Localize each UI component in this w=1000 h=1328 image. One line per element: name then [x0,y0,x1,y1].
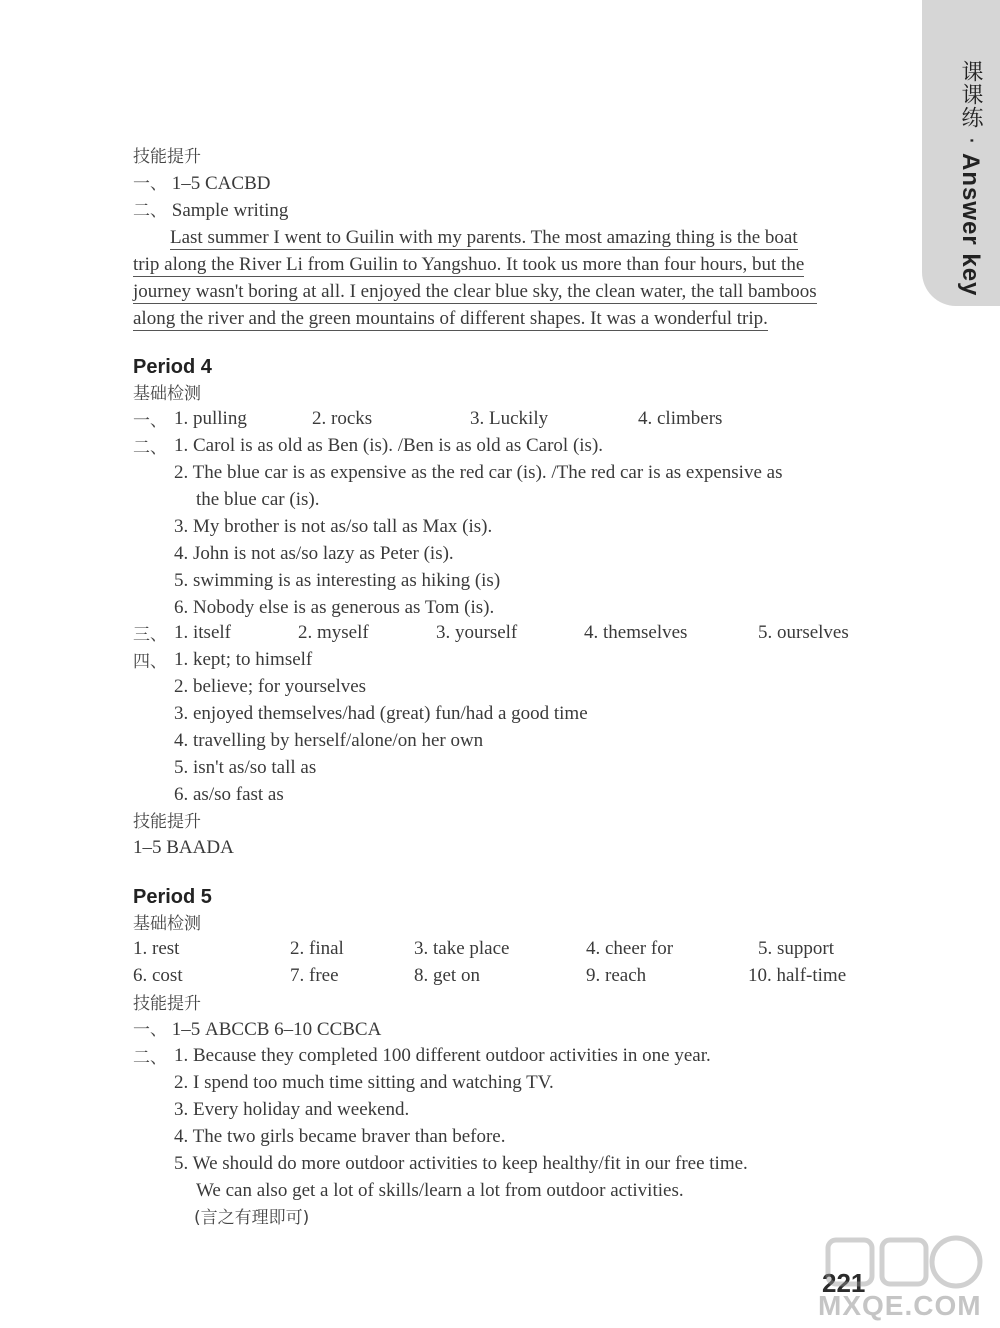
answer-item: 5. isn't as/so tall as [174,757,317,778]
answer-item: 2. myself [298,622,369,643]
side-tab [922,0,1000,306]
answer-item: 2. I spend too much time sitting and watching TV. [174,1072,554,1093]
basic-heading: 基础检测 [133,914,201,934]
watermark-text: MXQE.COM [818,1290,982,1321]
answer-item: 2. rocks [312,408,373,429]
part-mark: 四、 [133,652,167,672]
answer-item: 1. itself [174,622,231,643]
period-5-title: Period 5 [133,886,212,908]
answer-item: 2. final [290,938,344,959]
answer-item: 3. enjoyed themselves/had (great) fun/had a good time [174,703,588,724]
answer-item: 4. The two girls became braver than before. [174,1126,506,1147]
answer-item: 3. Every holiday and weekend. [174,1099,410,1120]
answer-item: 8. get on [414,965,480,986]
answer-line: 二、 Sample writing [133,200,289,221]
answer-item: 1. Because they completed 100 different outdoor activities in one year. [174,1045,711,1066]
writing-line: trip along the River Li from Guilin to Yangshuo. It took us more than four hours, but the [133,254,805,275]
page-number: 221 [822,1268,866,1298]
answer-item: 6. Nobody else is as generous as Tom (is). [174,597,495,618]
skills-heading: 技能提升 [133,147,201,167]
basic-heading: 基础检测 [133,384,201,404]
answer-item: 4. climbers [638,408,723,429]
answer-item: 9. reach [586,965,647,986]
skills-heading: 技能提升 [133,812,201,832]
writing-line: along the river and the green mountains of different shapes. It was a wonderful trip. [133,308,768,329]
answer-item: 10. half-time [748,965,847,986]
answer-item: 7. free [290,965,339,986]
answer-item: 6. cost [133,965,183,986]
answer-item: 1. kept; to himself [174,649,313,670]
answer-item: 4. John is not as/so lazy as Peter (is). [174,543,454,564]
answer-item: 4. cheer for [586,938,674,959]
answer-item: 2. The blue car is as expensive as the red car (is). /The red car is as expensive as [174,462,783,483]
answer-item: We can also get a lot of skills/learn a lot from outdoor activities. [196,1180,684,1201]
answer-item: 3. My brother is not as/so tall as Max (is). [174,516,493,537]
answer-item: 1. pulling [174,408,247,429]
part-mark: 一、 [133,411,167,431]
skills-heading: 技能提升 [133,994,201,1014]
answer-line: 一、 1–5 ABCCB 6–10 CCBCA [133,1019,382,1040]
answer-item: 3. yourself [436,622,518,643]
writing-line: Last summer I went to Guilin with my parents. The most amazing thing is the boat [170,227,798,248]
answer-item: 5. support [758,938,834,959]
answer-item: 5. We should do more outdoor activities to keep healthy/fit in our free time. [174,1153,748,1174]
answer-item: 4. themselves [584,622,688,643]
answer-item: 1. rest [133,938,180,959]
part-mark: 二、 [133,1048,167,1068]
answer-item: 5. swimming is as interesting as hiking (is) [174,570,501,591]
answer-line: 1–5 BAADA [133,837,234,858]
part-mark: 二、 [133,438,167,458]
answer-item: 5. ourselves [758,622,849,643]
part-mark: 三、 [133,625,167,645]
answer-line: 一、 1–5 CACBD [133,173,271,194]
side-tab-label: 课课练 · Answer key [957,60,984,297]
writing-line: journey wasn't boring at all. I enjoyed the clear blue sky, the clean water, the tall bamboos [133,281,817,302]
answer-item: 3. Luckily [470,408,549,429]
answer-item: 6. as/so fast as [174,784,284,805]
period-4-title: Period 4 [133,356,212,378]
answer-item: 4. travelling by herself/alone/on her own [174,730,484,751]
answer-item: 2. believe; for yourselves [174,676,367,697]
answer-item: the blue car (is). [196,489,320,510]
answer-note: (言之有理即可) [194,1208,310,1228]
answer-item: 1. Carol is as old as Ben (is). /Ben is as old as Carol (is). [174,435,604,456]
answer-item: 3. take place [414,938,510,959]
